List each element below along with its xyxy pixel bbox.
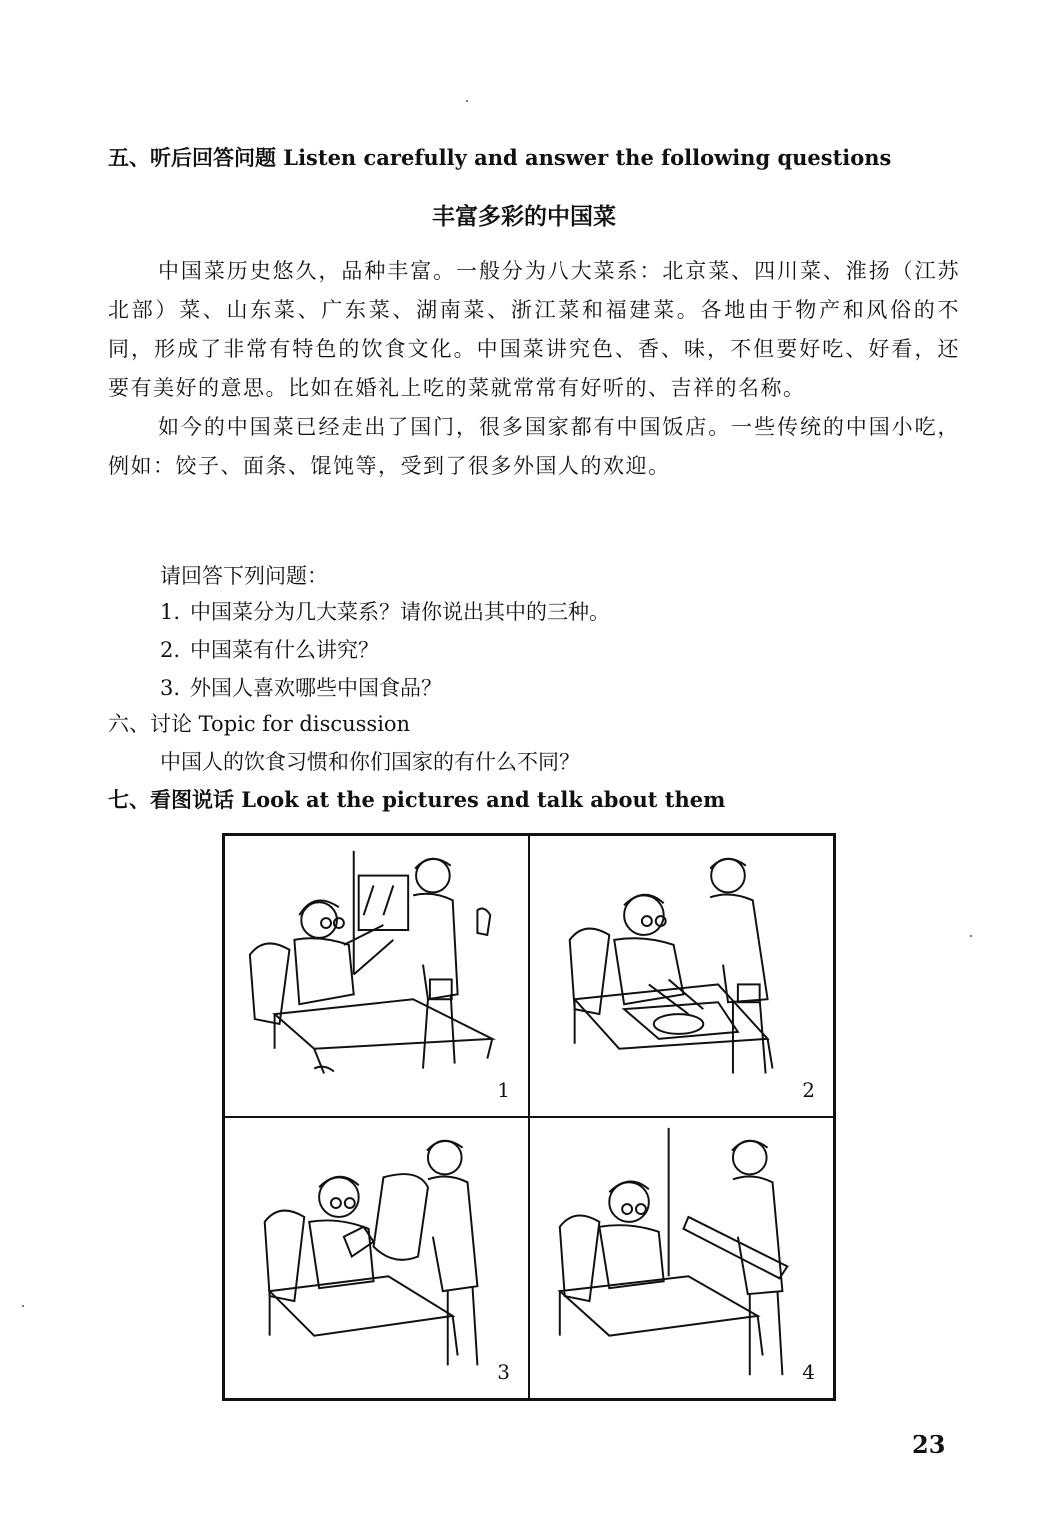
article-body [108, 252, 960, 486]
panel-number: 4 [802, 1360, 815, 1384]
question-number: 1. [160, 600, 181, 624]
question-1 [160, 596, 610, 626]
panel-number: 3 [497, 1360, 510, 1384]
discussion-question: 中国人的饮食习惯和你们国家的有什么不同？ [160, 750, 580, 774]
panel-number: 1 [497, 1078, 510, 1102]
paragraph-2: 如今的中国菜已经走出了国门，很多国家都有中国饭店。一些传统的中国小吃，例如：饺子、面条、馄饨等，受到了很多外国人的欢迎。 [108, 415, 960, 478]
scan-speck [22, 1305, 24, 1307]
illustration-diner-with-menu [225, 836, 528, 1116]
picture-panel-4 [529, 1117, 834, 1399]
section-7-heading: 七、看图说话 Look at the pictures and talk about them [108, 787, 726, 812]
illustration-waitress-bringing-dish [530, 1118, 833, 1398]
picture-panel-2 [529, 835, 834, 1117]
section-6-heading: 六、讨论 Topic for discussion [108, 712, 411, 736]
question-prompt: 请回答下列问题： [160, 564, 328, 588]
illustration-waitress-showing-item [225, 1118, 528, 1398]
paragraph-1: 中国菜历史悠久，品种丰富。一般分为八大菜系：北京菜、四川菜、淮扬（江苏北部）菜、山东菜、广东菜、湖南菜、浙江菜和福建菜。各地由于物产和风俗的不同，形成了非常有特色的饮食文化。中国菜讲究色、香、味，不但要好吃、好看，还要有美好的意思。比如在婚礼上吃的菜就常常有好听的、吉祥的名称。 [108, 259, 960, 400]
scan-speck [466, 100, 468, 102]
question-text: 外国人喜欢哪些中国食品？ [190, 676, 442, 700]
question-number: 3. [160, 676, 181, 700]
picture-grid [222, 833, 836, 1401]
page-number: 23 [912, 1430, 946, 1459]
panel-number: 2 [802, 1078, 815, 1102]
article-title: 丰富多彩的中国菜 [432, 203, 616, 230]
question-3 [160, 672, 442, 702]
question-text: 中国菜有什么讲究？ [190, 638, 379, 662]
picture-panel-1 [224, 835, 529, 1117]
question-text: 中国菜分为几大菜系？请你说出其中的三种。 [190, 600, 610, 624]
section-5-heading: 五、听后回答问题 Listen carefully and answer the following questions [108, 145, 892, 170]
picture-panel-3 [224, 1117, 529, 1399]
question-number: 2. [160, 638, 181, 662]
question-2 [160, 634, 379, 664]
scan-speck [970, 935, 972, 937]
illustration-diner-pointing-at-dish [530, 836, 833, 1116]
